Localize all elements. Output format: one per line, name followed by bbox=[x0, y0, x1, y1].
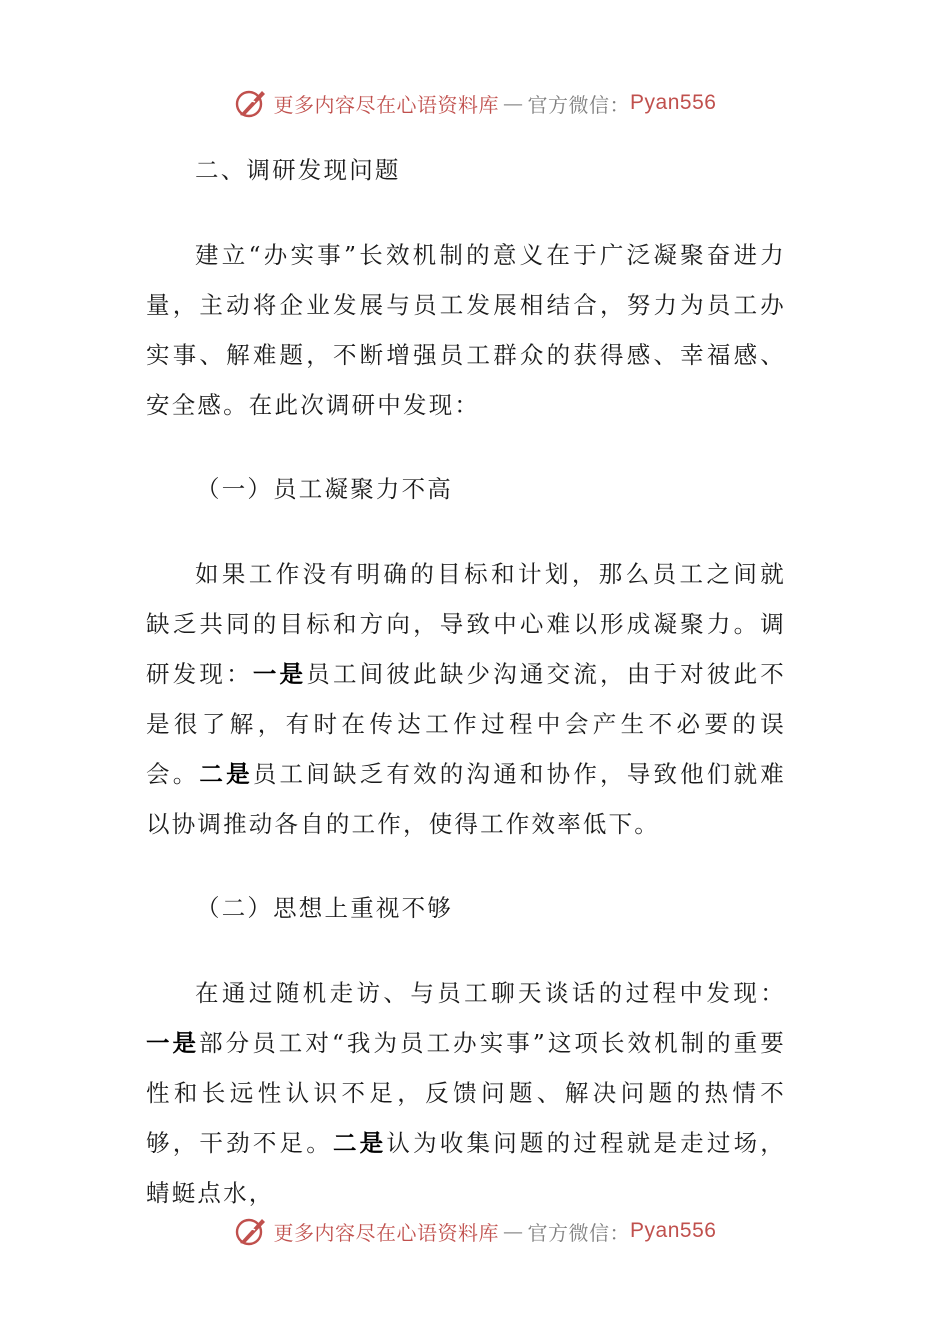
text-span: 员工间彼此缺少沟通交流，由于对彼此不是很了解，有时在传达工作过程中会产生不必要的误会。 bbox=[146, 660, 786, 788]
text-span: 员工间缺乏有效的沟通和协作，导致他们就难以协调推动各自的工作，使得工作效率低下。 bbox=[146, 760, 786, 838]
watermark-footer bbox=[0, 1211, 950, 1251]
emphasis-first: 一是 bbox=[252, 660, 307, 688]
text-span: 认为收集问题的过程就是走过场，蜻蜓点水， bbox=[146, 1129, 787, 1207]
subsection-1-paragraph bbox=[146, 549, 786, 849]
text-span: 如果工作没有明确的目标和计划，那么员工之间就缺乏共同的目标和方向，导致中心难以形成凝聚力。调研发现： bbox=[146, 560, 786, 688]
emphasis-second: 二是 bbox=[199, 760, 253, 788]
emphasis-second: 二是 bbox=[332, 1129, 387, 1157]
watermark-id: Pyan556 bbox=[630, 91, 717, 114]
watermark-label: 官方微信： bbox=[527, 92, 631, 117]
watermark-header bbox=[0, 83, 950, 123]
pen-logo-icon bbox=[234, 1214, 268, 1248]
watermark-text: 更多内容尽在心语资料库 bbox=[273, 1220, 500, 1245]
subsection-title-2: （二）思想上重视不够 bbox=[196, 894, 453, 922]
watermark-dash: — bbox=[503, 91, 524, 115]
watermark-text: 更多内容尽在心语资料库 bbox=[273, 92, 500, 117]
intro-paragraph: 建立“办实事”长效机制的意义在于广泛凝聚奋进力量，主动将企业发展与员工发展相结合，努力为员工办实事、解难题，不断增强员工群众的获得感、幸福感、安全感。在此次调研中发现： bbox=[146, 241, 786, 419]
text-span: 在通过随机走访、与员工聊天谈话的过程中发现： bbox=[195, 979, 786, 1007]
document-body bbox=[146, 145, 786, 1218]
text-span: 部分员工对“我为员工办实事”这项长效机制的重要性和长远性认识不足，反馈问题、解决问题的热情不够，干劲不足。 bbox=[146, 1029, 786, 1157]
pen-logo-icon bbox=[234, 86, 268, 120]
subsection-2-paragraph bbox=[146, 968, 786, 1218]
emphasis-first: 一是 bbox=[146, 1029, 200, 1057]
watermark-dash: — bbox=[503, 1219, 524, 1243]
section-heading: 二、调研发现问题 bbox=[195, 156, 401, 184]
watermark-label: 官方微信： bbox=[527, 1220, 631, 1245]
watermark-id: Pyan556 bbox=[630, 1219, 717, 1242]
subsection-title-1: （一）员工凝聚力不高 bbox=[196, 475, 453, 503]
